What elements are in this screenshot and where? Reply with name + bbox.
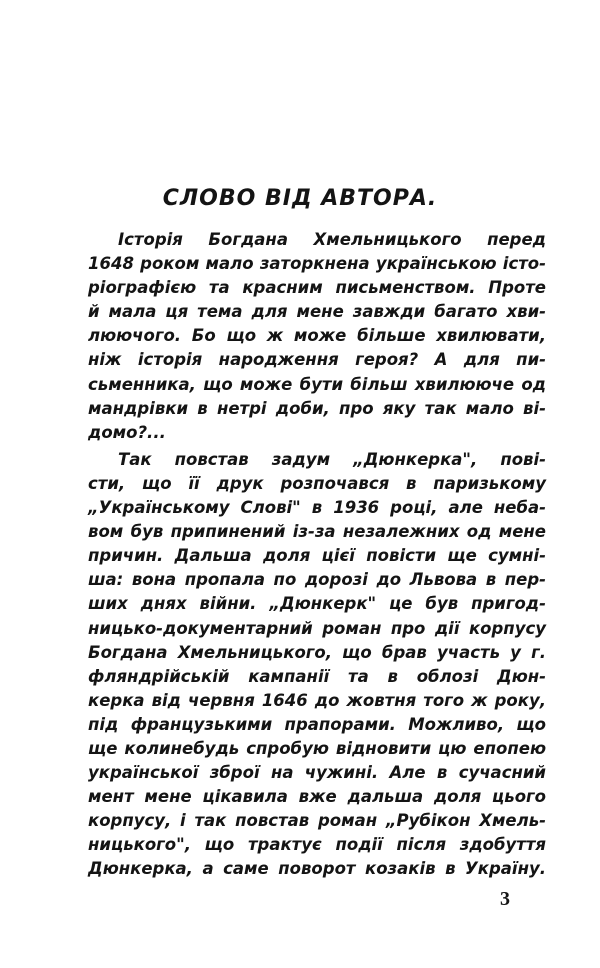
text-line: домо?... (88, 422, 166, 442)
text-line: фляндрійській кампанії та в облозі Дюн- (88, 666, 546, 686)
text-line: причин. Дальша доля цієї повісти ще сумні- (88, 546, 546, 566)
text-line: сти, що її друк розпочався в паризькому (88, 473, 546, 493)
text-line: ріографією та красним письменством. Проте (88, 278, 546, 298)
text-line: Богдана Хмельницького, що брав участь у г. (88, 642, 546, 662)
text-line: ницького", що трактує події після здобуття (88, 835, 546, 855)
text-line: Дюнкерка, а саме поворот козаків в Україну. (88, 859, 546, 879)
text-line: Історія Богдана Хмельницького перед (118, 230, 546, 249)
text-line: ших днях війни. „Дюнкерк" це був пригод- (88, 594, 546, 614)
text-line: вом був припинений із-за незалежних од мене (88, 522, 546, 542)
text-line: керка від червня 1646 до жовтня того ж року, (88, 690, 546, 710)
text-line: „Українському Слові" в 1936 році, але неба- (88, 498, 546, 518)
text-line: Так повстав задум „Дюнкерка", пові- (118, 449, 546, 469)
text-line: ще колинебудь спробую відновити цю епопею (88, 738, 546, 758)
text-line: мент мене цікавила вже дальша доля цього (88, 787, 546, 807)
text-line: української зброї на чужині. Але в сучасний (88, 763, 546, 783)
page-number: 3 (500, 888, 510, 910)
text-line: під французькими прапорами. Можливо, що (88, 714, 546, 734)
body-text (88, 228, 546, 882)
text-line: сьменника, що може бути більш хвилююче од (88, 374, 546, 394)
text-line: 1648 роком мало заторкнена українською істо- (88, 254, 546, 274)
text-line: люючого. Бо що ж може більше хвилювати, (88, 326, 546, 346)
chapter-title: СЛОВО ВІД АВТОРА. (162, 186, 438, 211)
text-line: корпусу, і так повстав роман „Рубікон Хмель- (88, 811, 546, 831)
text-line: ніж історія народження героя? А для пи- (88, 350, 546, 370)
text-line: ша: вона пропала по дорозі до Львова в пер- (88, 570, 546, 590)
text-line: й мала ця тема для мене завжди багато хви- (88, 302, 546, 322)
text-line: ницько-документарний роман про дії корпусу (88, 618, 546, 638)
text-line: мандрівки в нетрі доби, про яку так мало ві- (88, 398, 546, 418)
